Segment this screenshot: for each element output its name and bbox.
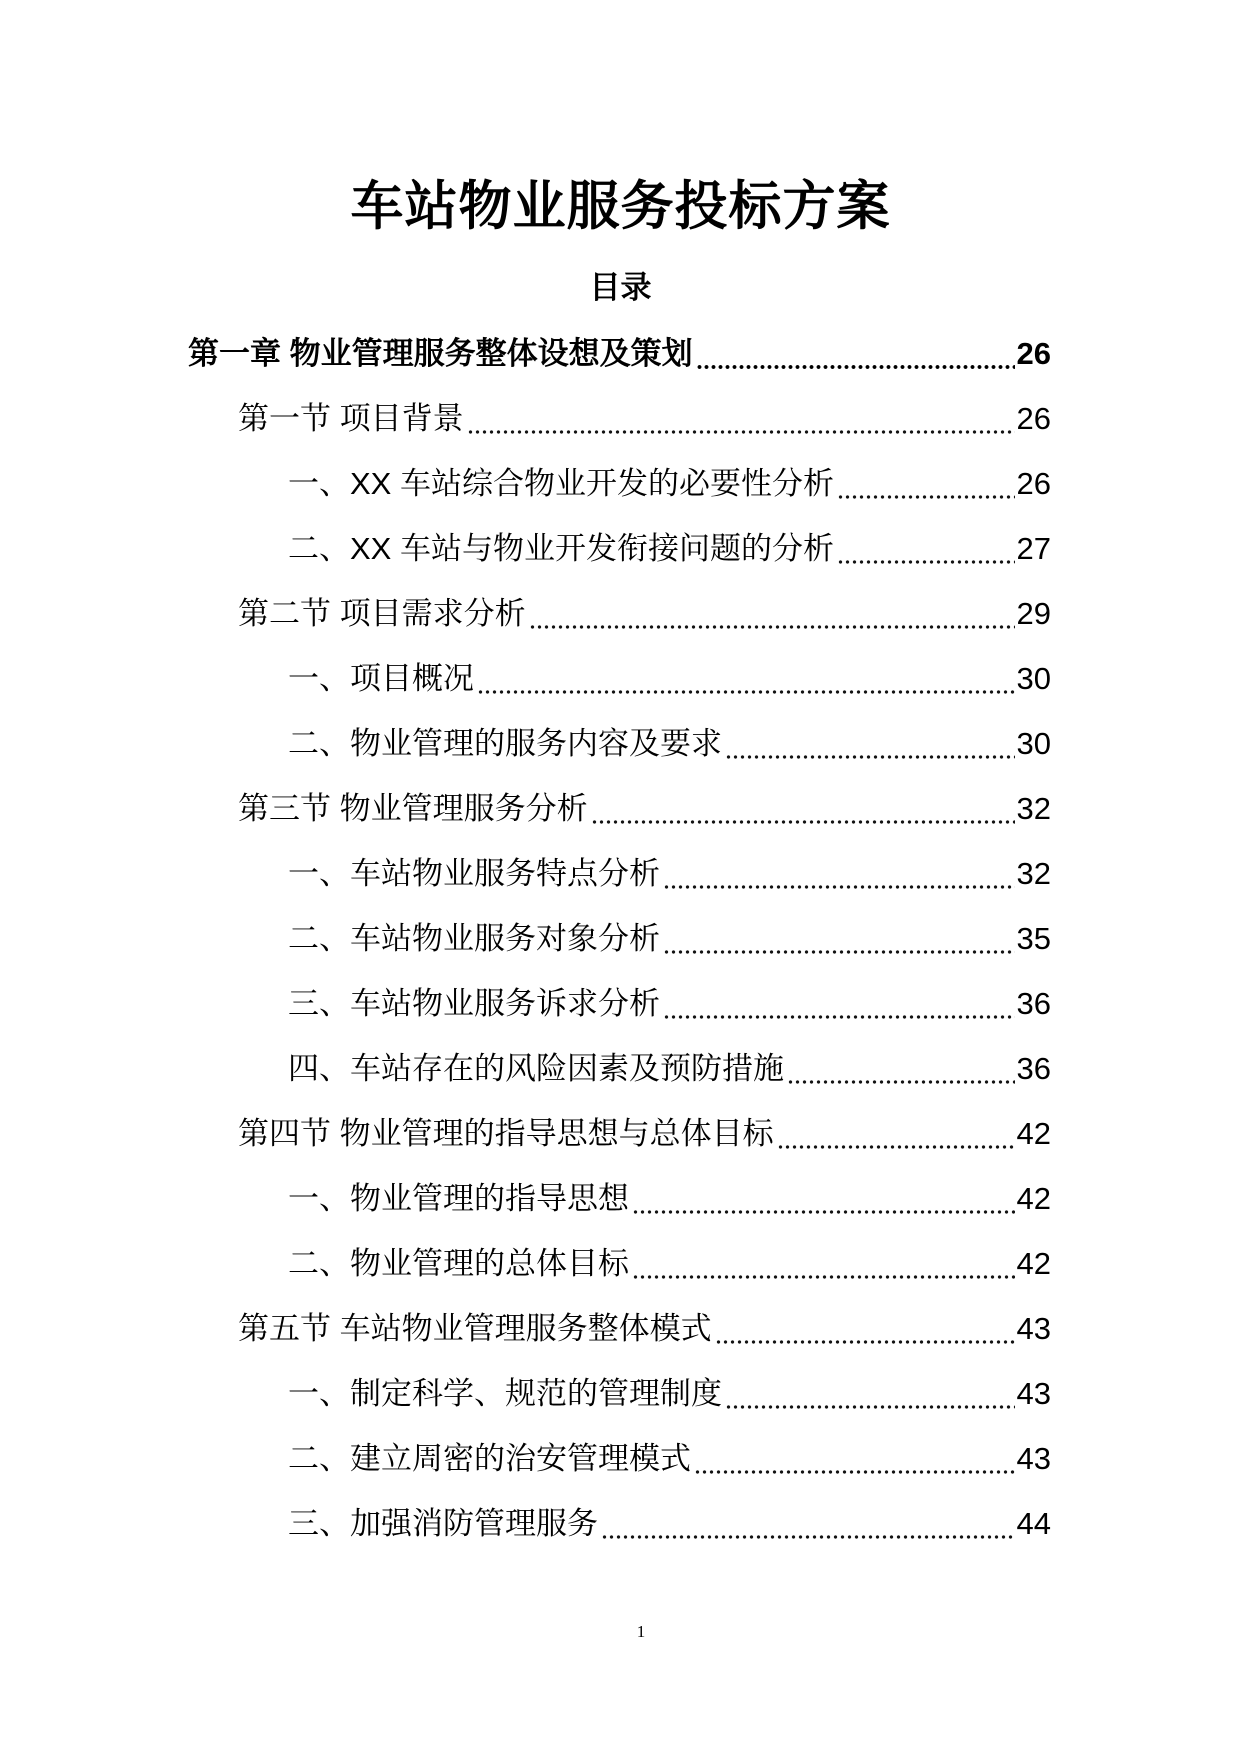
page-number: 1	[636, 1622, 646, 1641]
dot-leader	[632, 1195, 1015, 1215]
toc-section-entry	[188, 581, 1051, 646]
toc-entry-label: 二、车站物业服务对象分析	[288, 921, 660, 956]
toc-entry-page: 30	[1016, 726, 1051, 761]
dot-leader	[467, 415, 1015, 435]
toc-subsection-entry	[188, 1361, 1051, 1426]
toc-section-entry	[188, 1101, 1051, 1166]
toc-entry-label: 二、物业管理的服务内容及要求	[288, 726, 722, 761]
toc-entry-page: 44	[1016, 1506, 1051, 1541]
dot-leader	[837, 545, 1015, 565]
toc-entry-page: 27	[1016, 531, 1051, 566]
toc-entry-label: 二、建立周密的治安管理模式	[288, 1441, 691, 1476]
toc-entry-page: 43	[1016, 1441, 1051, 1476]
toc-entry-label: 第四节 物业管理的指导思想与总体目标	[238, 1116, 774, 1151]
toc-subsection-entry	[188, 1036, 1051, 1101]
dot-leader	[663, 1000, 1015, 1020]
dot-leader	[529, 610, 1015, 630]
toc-chapter-entry	[188, 321, 1051, 386]
dot-leader	[725, 740, 1015, 760]
toc-entry-page: 26	[1016, 401, 1051, 436]
toc-entry-page: 30	[1016, 661, 1051, 696]
toc-entry-page: 43	[1016, 1376, 1051, 1411]
toc-entry-label: 一、车站物业服务特点分析	[288, 856, 660, 891]
toc-subsection-entry	[188, 1166, 1051, 1231]
dot-leader	[601, 1520, 1015, 1540]
toc-subsection-entry	[188, 1491, 1051, 1556]
toc-entry-label: 第五节 车站物业管理服务整体模式	[238, 1311, 712, 1346]
toc-entry-page: 26	[1016, 336, 1051, 371]
toc-entry-page: 36	[1016, 1051, 1051, 1086]
toc-subsection-entry	[188, 1426, 1051, 1491]
toc-subsection-entry	[188, 906, 1051, 971]
dot-leader	[663, 935, 1015, 955]
dot-leader	[837, 480, 1015, 500]
dot-leader	[694, 1455, 1015, 1475]
toc-entry-page: 42	[1016, 1116, 1051, 1151]
toc-entry-label: 第二节 项目需求分析	[238, 596, 526, 631]
toc-section-entry	[188, 776, 1051, 841]
toc-entry-page: 43	[1016, 1311, 1051, 1346]
toc-entry-label: 三、车站物业服务诉求分析	[288, 986, 660, 1021]
toc-entry-label: 三、加强消防管理服务	[288, 1506, 598, 1541]
toc-subsection-entry	[188, 516, 1051, 581]
toc-entry-label: 一、物业管理的指导思想	[288, 1181, 629, 1216]
toc-subsection-entry	[188, 451, 1051, 516]
toc-subsection-entry	[188, 646, 1051, 711]
dot-leader	[715, 1325, 1015, 1345]
toc-subsection-entry	[188, 841, 1051, 906]
toc-entry-page: 42	[1016, 1181, 1051, 1216]
dot-leader	[477, 675, 1015, 695]
dot-leader	[663, 870, 1015, 890]
toc-entry-page: 32	[1016, 791, 1051, 826]
toc-entry-label: 第一章 物业管理服务整体设想及策划	[188, 336, 693, 371]
dot-leader	[632, 1260, 1015, 1280]
toc-section-entry	[188, 1296, 1051, 1361]
dot-leader	[777, 1130, 1015, 1150]
document-title: 车站物业服务投标方案	[350, 177, 891, 236]
toc-subsection-entry	[188, 971, 1051, 1036]
toc-entry-label: 二、物业管理的总体目标	[288, 1246, 629, 1281]
toc-section-entry	[188, 386, 1051, 451]
dot-leader	[696, 350, 1015, 370]
toc-entry-page: 42	[1016, 1246, 1051, 1281]
toc-entry-label: 一、制定科学、规范的管理制度	[288, 1376, 722, 1411]
toc-entry-label: 一、XX 车站综合物业开发的必要性分析	[288, 466, 834, 501]
toc-heading: 目录	[589, 270, 652, 305]
dot-leader	[787, 1065, 1015, 1085]
toc-entry-label: 四、车站存在的风险因素及预防措施	[288, 1051, 784, 1086]
toc-entry-page: 35	[1016, 921, 1051, 956]
toc-entry-label: 第三节 物业管理服务分析	[238, 791, 588, 826]
toc-entry-label: 二、XX 车站与物业开发衔接问题的分析	[288, 531, 834, 566]
toc-entry-label: 第一节 项目背景	[238, 401, 464, 436]
toc-entry-page: 26	[1016, 466, 1051, 501]
toc-entry-page: 29	[1016, 596, 1051, 631]
toc-entry-page: 36	[1016, 986, 1051, 1021]
toc-subsection-entry	[188, 1231, 1051, 1296]
dot-leader	[725, 1390, 1015, 1410]
table-of-contents	[188, 321, 1051, 1556]
dot-leader	[591, 805, 1015, 825]
toc-entry-label: 一、项目概况	[288, 661, 474, 696]
toc-subsection-entry	[188, 711, 1051, 776]
toc-entry-page: 32	[1016, 856, 1051, 891]
